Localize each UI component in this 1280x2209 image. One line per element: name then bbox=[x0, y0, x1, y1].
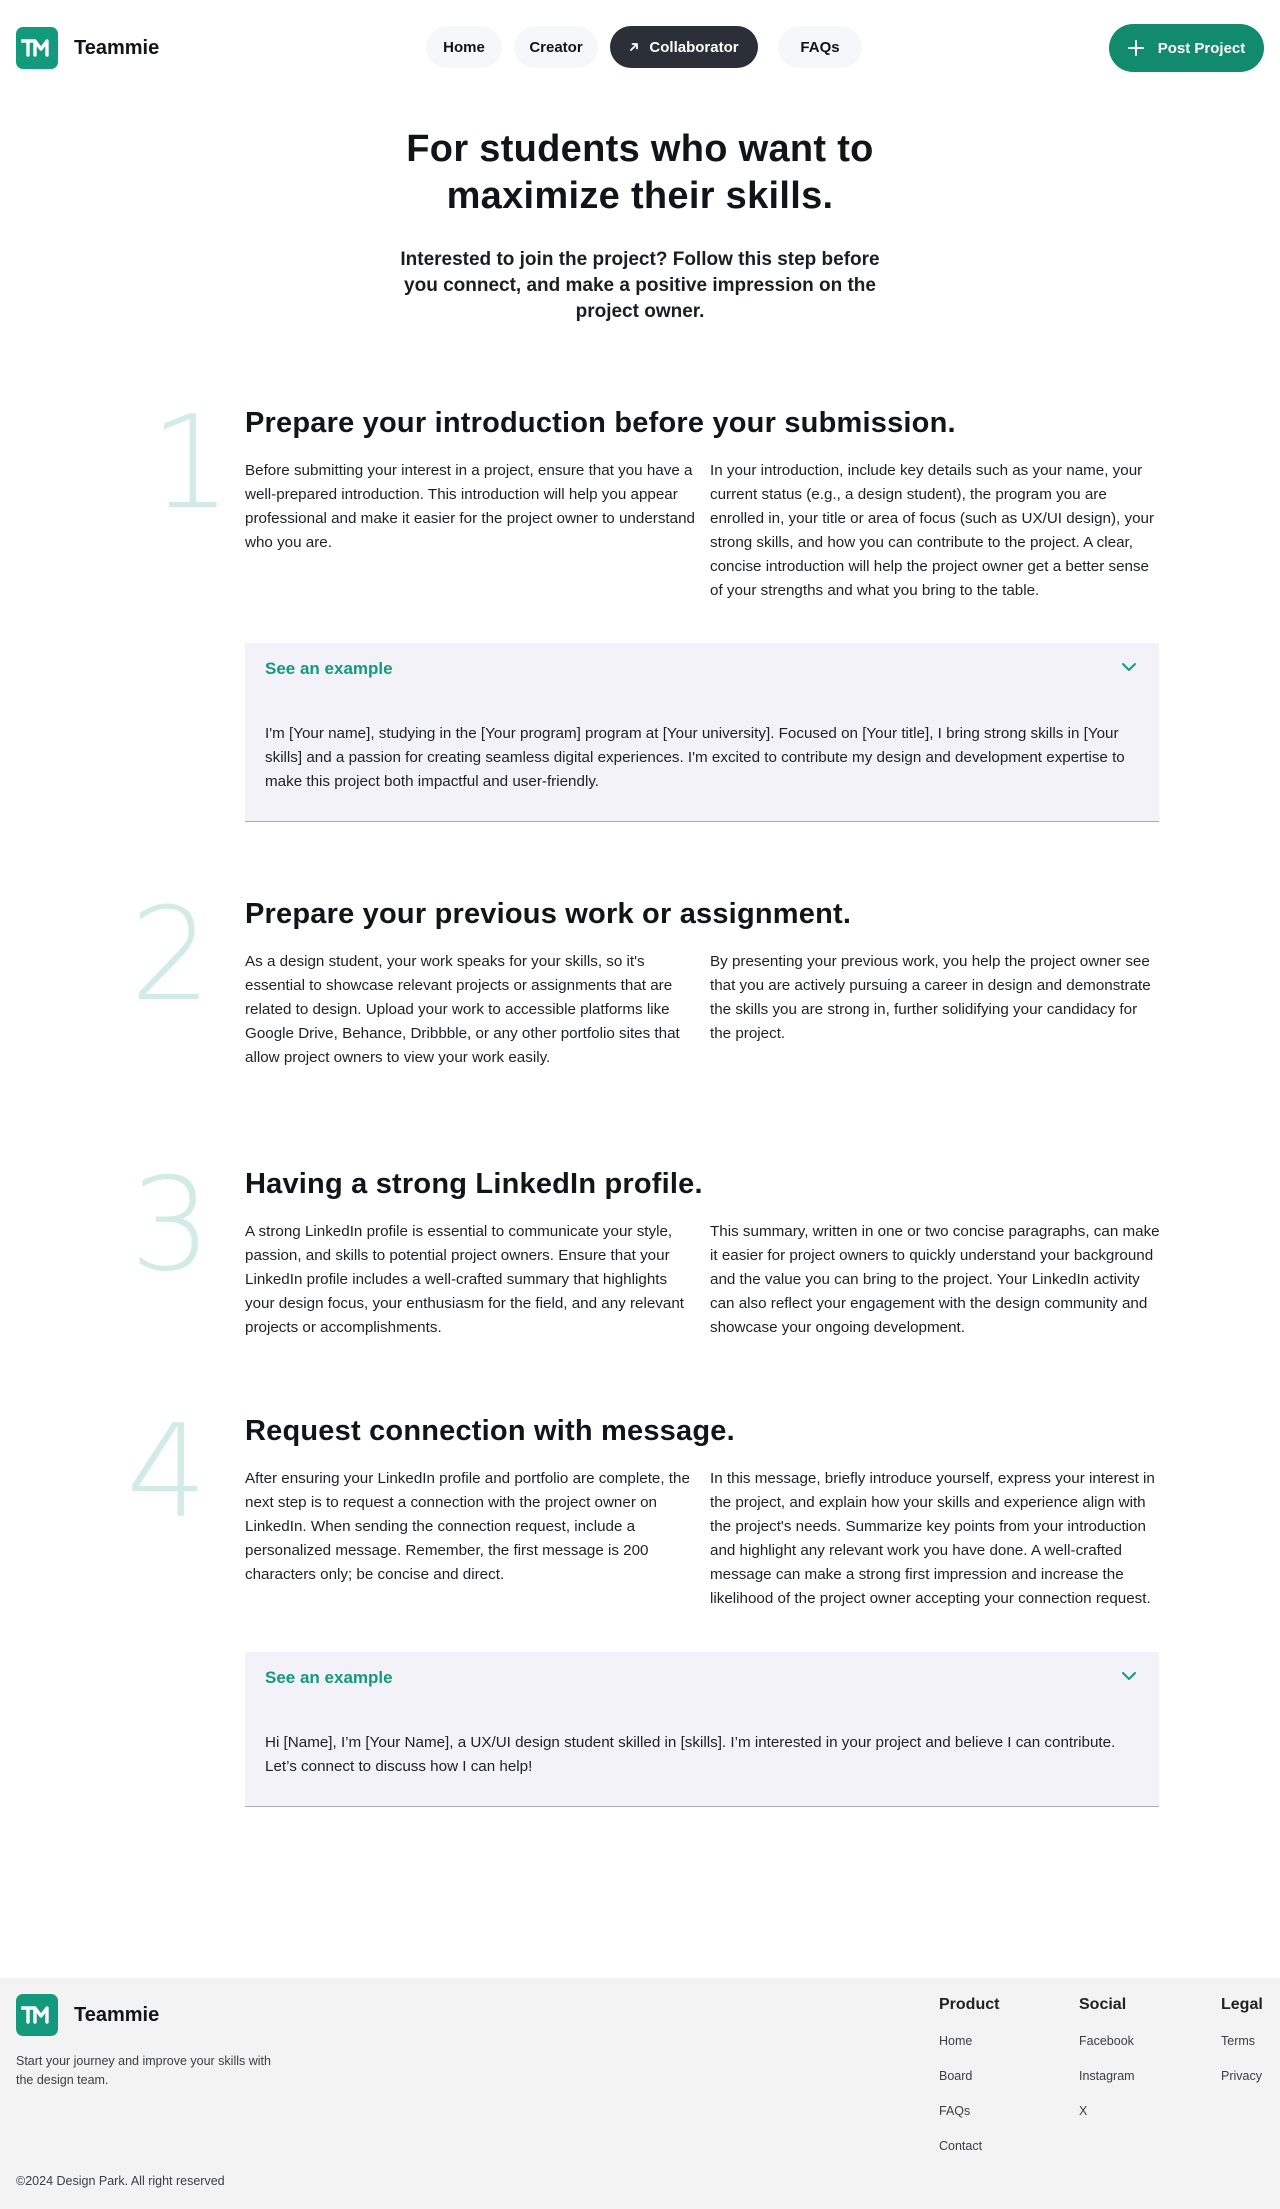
footer-tagline: Start your journey and improve your skills with the design team. bbox=[16, 2054, 271, 2087]
step-3-number: 3 bbox=[130, 1151, 212, 1300]
footer-link-home[interactable]: Home bbox=[939, 2034, 973, 2048]
brand-name: Teammie bbox=[74, 36, 160, 59]
top-navigation-bar bbox=[0, 0, 1280, 96]
step-3-title: Having a strong LinkedIn profile. bbox=[245, 1168, 703, 1200]
footer-column-title: Legal bbox=[1221, 1996, 1263, 2013]
step-2-title: Prepare your previous work or assignment. bbox=[245, 898, 852, 930]
site-footer bbox=[0, 1978, 1280, 2209]
footer-link-facebook[interactable]: Facebook bbox=[1079, 2034, 1134, 2048]
step-1-example-text: I'm [Your name], studying in the [Your program] program at [Your university]. Focused on [Your title], I bring strong skills in [Your skills] and a passion for creating seamless digital experiences. I'm excited to contribute my design and development expertise to make this project both impactful and user-friendly. bbox=[265, 725, 1125, 790]
post-project-button[interactable] bbox=[1109, 24, 1264, 72]
step-4-right-text: In this message, briefly introduce yourself, express your interest in the project, and explain how your skills and experience align with the project's needs. Summarize key points from your introduction and highlight any relevant work you have done. A well-crafted message can make a strong first impression and increase the likelihood of the project owner accepting your connection request. bbox=[710, 1470, 1155, 1607]
step-1-number: 1 bbox=[150, 389, 232, 538]
footer-link-contact[interactable]: Contact bbox=[939, 2139, 983, 2153]
step-4-example-toggle[interactable]: See an example bbox=[265, 1668, 393, 1687]
nav-faqs[interactable] bbox=[778, 26, 862, 68]
step-1-example-toggle[interactable]: See an example bbox=[265, 659, 393, 678]
footer-link-board[interactable]: Board bbox=[939, 2069, 973, 2083]
chevron-down-icon[interactable] bbox=[1121, 1670, 1137, 1682]
chevron-down-icon[interactable] bbox=[1121, 661, 1137, 673]
tm-logo-icon bbox=[16, 1994, 58, 2036]
footer-link-terms[interactable]: Terms bbox=[1221, 2034, 1256, 2048]
step-4-title: Request connection with message. bbox=[245, 1415, 735, 1447]
page-subtitle: Interested to join the project? Follow this step before you connect, and make a positive impression on the project owner. bbox=[400, 249, 880, 322]
plus-icon bbox=[1128, 40, 1144, 56]
step-2-left-text: As a design student, your work speaks for your skills, so it's essential to showcase relevant projects or assignments that are related to design. Upload your work to accessible platforms like Google Drive, Behance, Dribbble, or any other portfolio sites that allow project owners to view your work easily. bbox=[245, 953, 680, 1066]
step-4-example-text: Hi [Name], I’m [Your Name], a UX/UI design student skilled in [skills]. I’m interested in your project and believe I can contribute. Let’s connect to discuss how I can help! bbox=[265, 1734, 1116, 1775]
footer-link-x[interactable]: X bbox=[1079, 2104, 1088, 2118]
nav-collaborator[interactable] bbox=[610, 26, 758, 68]
footer-link-faqs[interactable]: FAQs bbox=[939, 2104, 971, 2118]
nav-creator[interactable] bbox=[514, 26, 598, 68]
nav-home[interactable] bbox=[426, 26, 502, 68]
step-4-left-text: After ensuring your LinkedIn profile and portfolio are complete, the next step is to request a connection with the project owner on LinkedIn. When sending the connection request, include a personalized message. Remember, the first message is 200 characters only; be concise and direct. bbox=[245, 1470, 690, 1583]
footer-column-product bbox=[939, 1996, 999, 2174]
step-1-left-text: Before submitting your interest in a project, ensure that you have a well-prepared introduction. This introduction will help you appear professional and make it easier for the project owner to understand who you are. bbox=[245, 462, 695, 551]
brand-logo[interactable] bbox=[16, 27, 159, 69]
footer-column-title: Product bbox=[939, 1996, 1000, 2013]
step-3-right-text: This summary, written in one or two concise paragraphs, can make it easier for project owners to quickly understand your background and the value you can bring to the project. Your LinkedIn activity can also reflect your engagement with the design community and showcase your ongoing development. bbox=[710, 1223, 1160, 1336]
nav-creator-label: Creator bbox=[529, 38, 583, 56]
nav-home-label: Home bbox=[443, 38, 485, 56]
step-1-title: Prepare your introduction before your submission. bbox=[245, 407, 956, 439]
step-4-number: 4 bbox=[126, 1398, 208, 1547]
page-title: For students who want to maximize their skills. bbox=[406, 128, 874, 217]
nav-faqs-label: FAQs bbox=[800, 38, 840, 56]
footer-copyright: ©2024 Design Park. All right reserved bbox=[16, 2174, 225, 2188]
footer-link-privacy[interactable]: Privacy bbox=[1221, 2069, 1262, 2083]
arrow-up-right-icon bbox=[629, 42, 639, 52]
step-2-number: 2 bbox=[130, 881, 212, 1030]
step-1-example-panel bbox=[245, 643, 1159, 822]
post-project-label: Post Project bbox=[1157, 39, 1246, 57]
footer-brand-name: Teammie bbox=[74, 2003, 160, 2026]
tm-logo-icon bbox=[16, 27, 58, 69]
step-1-right-text: In your introduction, include key details such as your name, your current status (e.g., a design student), the program you are enrolled in, your title or area of focus (such as UX/UI design), your strong skills, and how you can contribute to the project. A clear, concise introduction will help the project owner get a better sense of your strengths and what you bring to the table. bbox=[710, 462, 1155, 599]
footer-column-legal bbox=[1221, 1996, 1263, 2104]
step-3-left-text: A strong LinkedIn profile is essential to communicate your style, passion, and skills to potential project owners. Ensure that your LinkedIn profile includes a well-crafted summary that highlights your design focus, your enthusiasm for the field, and any relevant projects or accomplishments. bbox=[245, 1223, 684, 1336]
footer-column-title: Social bbox=[1079, 1996, 1127, 2013]
step-2-right-text: By presenting your previous work, you help the project owner see that you are actively pursuing a career in design and demonstrate the skills you are strong in, further solidifying your candidacy for the project. bbox=[710, 953, 1151, 1042]
footer-link-instagram[interactable]: Instagram bbox=[1079, 2069, 1135, 2083]
main-nav bbox=[426, 26, 874, 68]
footer-brand-logo[interactable] bbox=[16, 1994, 159, 2036]
nav-collaborator-label: Collaborator bbox=[649, 38, 739, 56]
step-4-example-panel bbox=[245, 1652, 1159, 1807]
footer-column-social bbox=[1079, 1996, 1135, 2139]
